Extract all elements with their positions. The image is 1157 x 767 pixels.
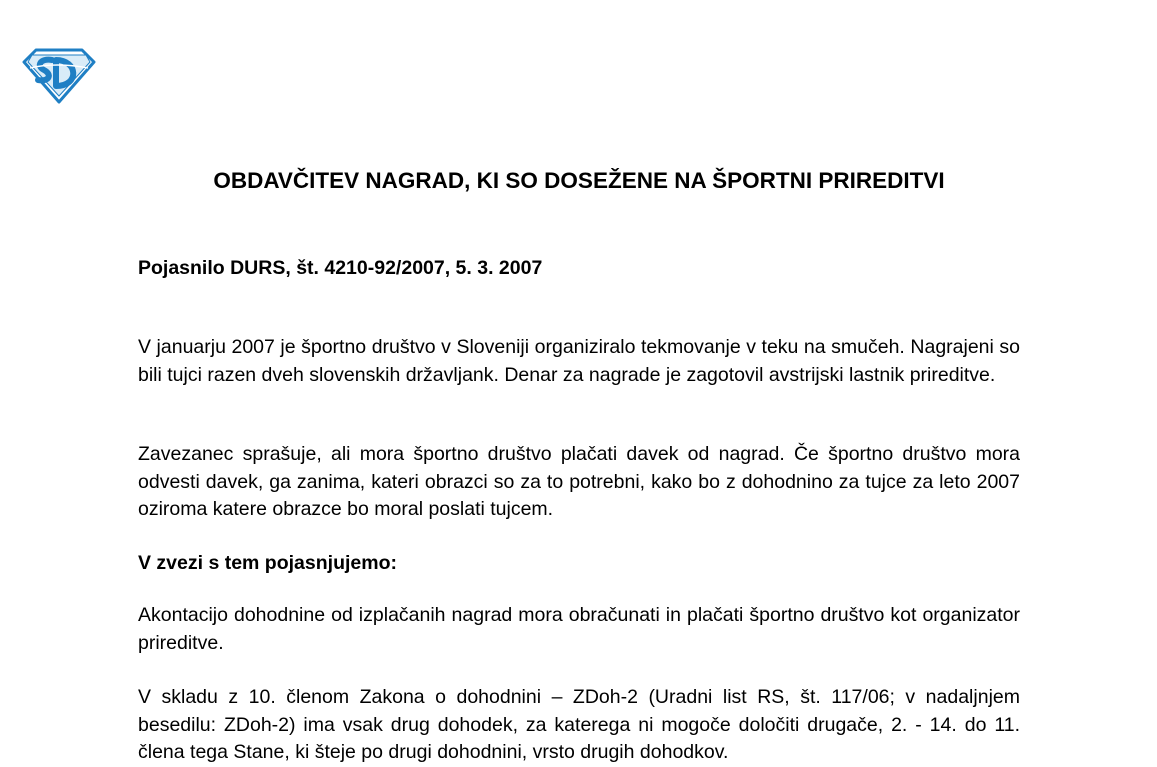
explanation-heading: V zvezi s tem pojasnjujemo: [138, 552, 397, 574]
sd-logo-icon [22, 46, 96, 104]
paragraph-case-description: V januarju 2007 je športno društvo v Sloveniji organiziralo tekmovanje v teku na smučeh. Nagrajeni so bili tujci razen dveh slovenskih državljank. Denar za nagrade je zagotovil avstrijski lastnik prireditve. [138, 336, 1020, 386]
paragraph-taxpayer-question: Zavezanec sprašuje, ali mora športno društvo plačati davek od nagrad. Če športno društvo mora odvesti davek, ga zanima, kateri obrazci so za to potrebni, kako bo z dohodnino za tujce za leto 2007 oziroma katere obrazce bo moral poslati tujcem. [138, 443, 1020, 520]
document-title: OBDAVČITEV NAGRAD, KI SO DOSEŽENE NA ŠPORTNI PRIREDITVI [213, 168, 945, 193]
paragraph-advance-tax: Akontacijo dohodnine od izplačanih nagrad mora obračunati in plačati športno društvo kot organizator prireditve. [138, 604, 1020, 654]
paragraph-zdoh-article: V skladu z 10. členom Zakona o dohodnini – ZDoh-2 (Uradni list RS, št. 117/06; v nadaljnjem besedilu: ZDoh-2) ima vsak drug dohodek, za katerega ni mogoče določiti drugače, 2. - 14. do 11. člena tega Stane, ki šteje po drugi dohodnini, vrsto drugih dohodkov. [138, 686, 1020, 763]
document-source: Pojasnilo DURS, št. 4210-92/2007, 5. 3. 2007 [138, 257, 543, 279]
